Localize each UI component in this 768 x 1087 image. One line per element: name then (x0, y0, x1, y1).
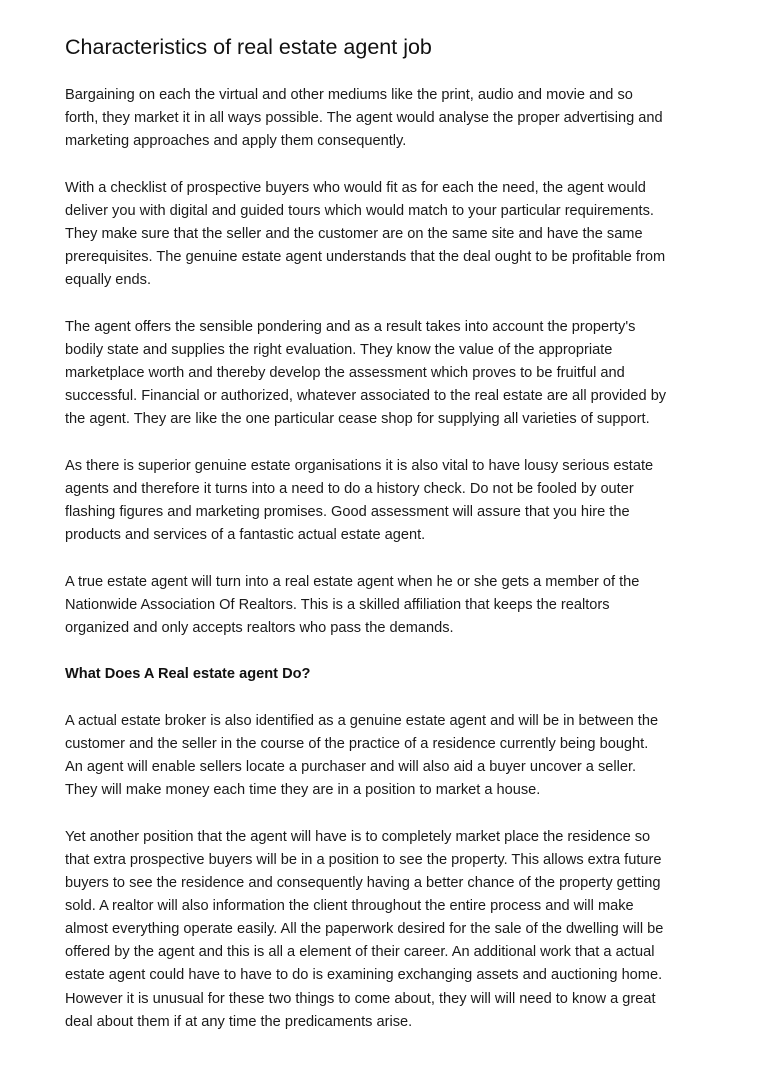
text-line: agents and therefore it turns into a need to do a history check. Do not be fooled by outer (65, 480, 634, 497)
text-line: However it is unusual for these two things to come about, they will will need to know a great (65, 990, 656, 1007)
text-line: sold. A realtor will also information the client throughout the entire process and will make (65, 898, 634, 915)
paragraph (65, 316, 715, 431)
text-line: They will make money each time they are in a position to market a house. (65, 782, 541, 799)
paragraph (65, 826, 715, 1034)
paragraph (65, 177, 715, 292)
text-line: organized and only accepts realtors who pass the demands. (65, 619, 454, 636)
text-line: marketing approaches and apply them consequently. (65, 133, 407, 150)
text-line: estate agent could have to have to do is examining exchanging assets and auctioning home. (65, 967, 663, 984)
text-line: An agent will enable sellers locate a purchaser and will also aid a buyer uncover a seller. (65, 759, 637, 776)
text-line: Nationwide Association Of Realtors. This is a skilled affiliation that keeps the realtors (65, 596, 610, 613)
document-title: Characteristics of real estate agent job (65, 35, 432, 59)
text-line: the agent. They are like the one particular cease shop for supplying all varieties of support. (65, 411, 650, 428)
text-line: prerequisites. The genuine estate agent understands that the deal ought to be profitable from (65, 249, 666, 266)
text-line: With a checklist of prospective buyers who would fit as for each the need, the agent would (65, 179, 646, 196)
text-line: The agent offers the sensible pondering and as a result takes into account the property's (65, 318, 636, 335)
text-line: bodily state and supplies the right evaluation. They know the value of the appropriate (65, 341, 613, 358)
text-line: deliver you with digital and guided tours which would match to your particular requirements. (65, 202, 654, 219)
text-line: almost everything operate easily. All the paperwork desired for the sale of the dwelling will be (65, 921, 664, 938)
text-line: Yet another position that the agent will have is to completely market place the residence so (65, 828, 651, 845)
paragraph (65, 84, 715, 153)
text-line: marketplace worth and thereby develop the assessment which proves to be fruitful and (65, 364, 625, 381)
text-line: flashing figures and marketing promises. Good assessment will assure that you hire the (65, 503, 630, 520)
text-line: buyers to see the residence and consequently having a better chance of the property getting (65, 875, 661, 892)
text-line: A true estate agent will turn into a real estate agent when he or she gets a member of the (65, 573, 640, 590)
text-line: As there is superior genuine estate organisations it is also vital to have lousy serious estate (65, 457, 654, 474)
text-line: forth, they market it in all ways possible. The agent would analyse the proper advertising and (65, 110, 663, 127)
paragraph (65, 455, 715, 547)
text-line: that extra prospective buyers will be in a position to see the property. This allows extra future (65, 851, 662, 868)
text-line: equally ends. (65, 272, 152, 289)
text-line: products and services of a fantastic actual estate agent. (65, 527, 426, 543)
section-heading: What Does A Real estate agent Do? (65, 666, 311, 683)
text-line: They make sure that the seller and the customer are on the same site and have the same (65, 225, 643, 242)
text-line: customer and the seller in the course of the practice of a residence currently being bought. (65, 736, 649, 753)
text-line: A actual estate broker is also identified as a genuine estate agent and will be in between the (65, 712, 659, 729)
document-page (65, 32, 715, 1057)
text-line: deal about them if at any time the predicaments arise. (65, 1013, 413, 1030)
text-line: successful. Financial or authorized, whatever associated to the real estate are all provided by (65, 388, 667, 405)
text-line: offered by the agent and this is all a element of their career. An additional work that a actual (65, 944, 655, 961)
text-line: Bargaining on each the virtual and other mediums like the print, audio and movie and so (65, 87, 633, 103)
paragraph (65, 571, 715, 640)
document-body (65, 84, 715, 1034)
paragraph (65, 710, 715, 802)
